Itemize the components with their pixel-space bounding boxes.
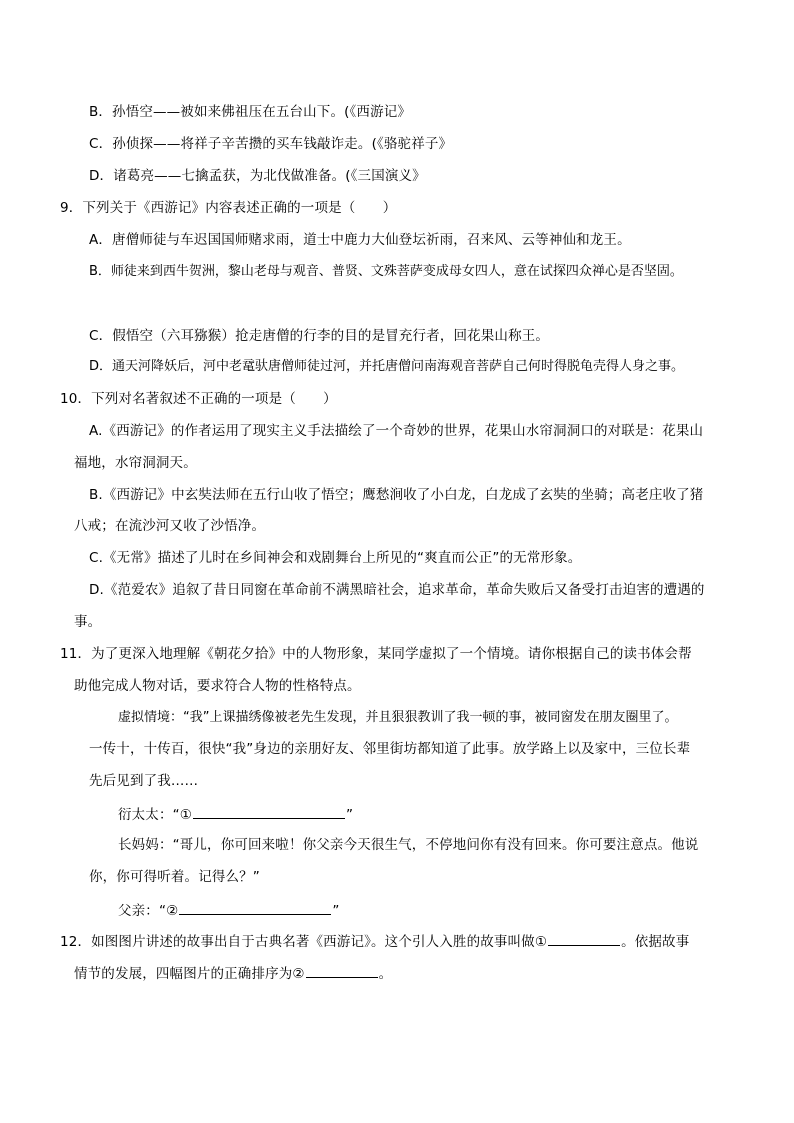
q9-option-b: B．师徒来到西牛贺洲，黎山老母与观音、普贤、文殊菩萨变成母女四人，意在试探四众禅心是否坚固。 bbox=[89, 264, 683, 279]
q8-option-d: D．诸葛亮——七擒孟获，为北伐做准备。(《三国演义》 bbox=[89, 168, 426, 184]
q11-yan-taitai-line bbox=[118, 804, 353, 824]
q11-father-suffix: ” bbox=[332, 903, 340, 919]
q11-scenario-line1: 虚拟情境：“我”上课描绣像被老先生发现，并且狠狠教训了我一顿的事，被同窗发在朋友圈里了。 bbox=[118, 710, 678, 725]
q12-line2-suffix: 。 bbox=[378, 966, 393, 982]
q8-option-b: B．孙悟空——被如来佛祖压在五台山下。(《西游记》 bbox=[89, 104, 412, 120]
q12-line1 bbox=[60, 931, 689, 951]
q12-stem-part2: 。依据故事 bbox=[621, 934, 690, 950]
q12-answer-blank-1[interactable] bbox=[548, 931, 620, 946]
q11-stem-line2: 助他完成人物对话，要求符合人物的性格特点。 bbox=[74, 678, 361, 694]
q10-option-a-line1: A.《西游记》的作者运用了现实主义手法描绘了一个奇妙的世界，花果山水帘洞洞口的对联是：花果山 bbox=[89, 423, 704, 439]
q11-yan-taitai-suffix: ” bbox=[346, 807, 354, 823]
q11-father-prefix: 父亲：“② bbox=[118, 903, 179, 919]
q11-father-line bbox=[118, 900, 340, 920]
q10-option-d-line2: 事。 bbox=[74, 614, 102, 630]
q10-option-b-line1: B.《西游记》中玄奘法师在五行山收了悟空；鹰愁涧收了小白龙，白龙成了玄奘的坐骑；高老庄收了猪 bbox=[89, 487, 704, 503]
q10-option-c: C.《无常》描述了儿时在乡间神会和戏剧舞台上所见的“爽直而公正”的无常形象。 bbox=[89, 550, 582, 566]
q11-stem-line1: 11．为了更深入地理解《朝花夕拾》中的人物形象，某同学虚拟了一个情境。请你根据自己的读书体会帮 bbox=[60, 646, 692, 662]
q12-line2-prefix: 情节的发展，四幅图片的正确排序为② bbox=[74, 966, 305, 982]
q9-option-d: D．通天河降妖后，河中老鼋驮唐僧师徒过河，并托唐僧问南海观音菩萨自己何时得脱龟壳得人身之事。 bbox=[89, 359, 685, 374]
q12-line2 bbox=[74, 963, 392, 983]
q10-option-a-line2: 福地，水帘洞洞天。 bbox=[74, 455, 197, 471]
q11-ama-line2: 你，你可得听着。记得么？” bbox=[89, 869, 260, 885]
q9-option-a: A．唐僧师徒与车迟国国师赌求雨，道士中鹿力大仙登坛祈雨，召来风、云等神仙和龙王。 bbox=[89, 232, 631, 248]
q11-yan-taitai-prefix: 衍太太：“① bbox=[118, 807, 192, 823]
q12-answer-blank-2[interactable] bbox=[306, 963, 378, 978]
q10-option-b-line2: 八戒；在流沙河又收了沙悟净。 bbox=[74, 518, 266, 534]
q11-answer-blank-2[interactable] bbox=[179, 900, 331, 915]
q9-option-c: C．假悟空（六耳猕猴）抢走唐僧的行李的目的是冒充行者，回花果山称王。 bbox=[89, 328, 550, 344]
q10-option-d-line1: D.《范爱农》追叙了昔日同窗在革命前不满黑暗社会，追求革命，革命失败后又备受打击迫害的遭遇的 bbox=[89, 582, 705, 598]
q10-stem: 10．下列对名著叙述不正确的一项是（ ） bbox=[60, 391, 337, 407]
q9-stem: 9．下列关于《西游记》内容表述正确的一项是（ ） bbox=[60, 200, 397, 216]
q8-option-c: C．孙侦探——将祥子辛苦攒的买车钱敲诈走。(《骆驼祥子》 bbox=[89, 136, 453, 152]
q12-stem-part1: 12．如图图片讲述的故事出自于古典名著《西游记》。这个引人入胜的故事叫做① bbox=[60, 934, 548, 950]
q11-ama-line1: 长妈妈：“哥儿，你可回来啦！你父亲今天很生气，不停地问你有没有回来。你可要注意点。他说 bbox=[118, 837, 699, 853]
q11-scenario-line3: 先后见到了我…… bbox=[89, 773, 199, 789]
q11-scenario-line2: 一传十，十传百，很快“我”身边的亲朋好友、邻里街坊都知道了此事。放学路上以及家中，三位长辈 bbox=[89, 741, 691, 757]
q11-answer-blank-1[interactable] bbox=[193, 804, 345, 819]
